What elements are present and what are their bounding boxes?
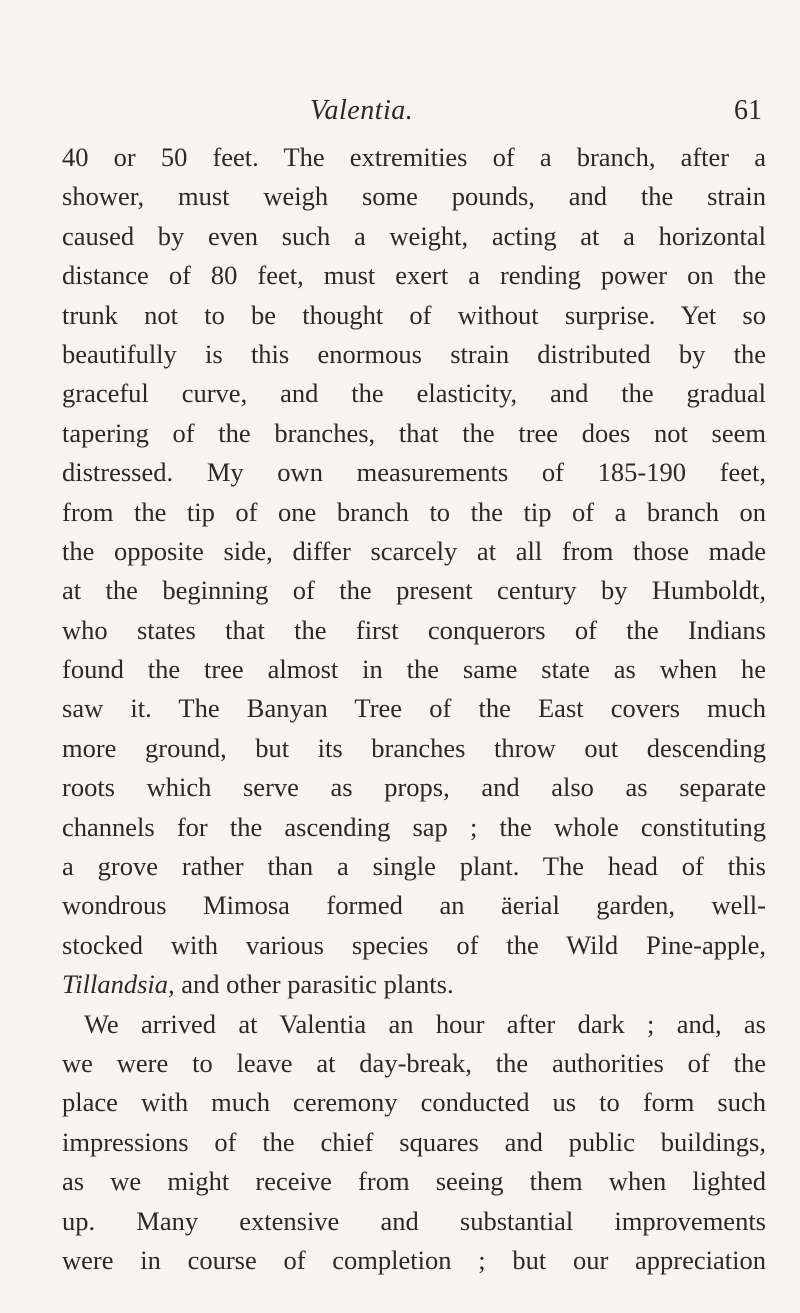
text-line: the opposite side, differ scarcely at all from those made bbox=[62, 535, 766, 566]
text-line: found the tree almost in the same state as when he bbox=[62, 654, 766, 685]
text-line: caused by even such a weight, acting at a horizontal bbox=[62, 220, 766, 251]
text-line: were in course of completion ; but our appreciation bbox=[62, 1244, 766, 1275]
text-line: trunk not to be thought of without surprise. Yet so bbox=[62, 299, 766, 330]
text-segment: and other parasitic plants. bbox=[174, 969, 454, 1000]
running-title: Valentia. bbox=[310, 95, 414, 126]
text-line: tapering of the branches, that the tree does not seem bbox=[62, 417, 766, 448]
text-line: who states that the first conquerors of the Indians bbox=[62, 614, 766, 645]
page-number: 61 bbox=[734, 95, 762, 126]
text-line: stocked with various species of the Wild Pine-apple, bbox=[62, 929, 766, 960]
text-line: graceful curve, and the elasticity, and the gradual bbox=[62, 378, 766, 409]
text-line: we were to leave at day-break, the authorities of the bbox=[62, 1047, 766, 1078]
body-text bbox=[62, 138, 766, 1280]
text-line: at the beginning of the present century by Humboldt, bbox=[62, 575, 766, 606]
text-line bbox=[62, 965, 766, 1004]
text-line: impressions of the chief squares and public buildings, bbox=[62, 1126, 766, 1157]
text-line: We arrived at Valentia an hour after dark ; and, as bbox=[84, 1008, 766, 1039]
italic-term: Tillandsia, bbox=[62, 969, 175, 1000]
text-line: up. Many extensive and substantial improvements bbox=[62, 1205, 766, 1236]
text-line: shower, must weigh some pounds, and the strain bbox=[62, 181, 766, 212]
text-line: distressed. My own measurements of 185-190 feet, bbox=[62, 457, 766, 488]
text-line: a grove rather than a single plant. The head of this bbox=[62, 851, 766, 882]
running-head bbox=[62, 95, 762, 135]
text-line: wondrous Mimosa formed an äerial garden, well- bbox=[62, 890, 766, 921]
text-line: distance of 80 feet, must exert a rending power on the bbox=[62, 260, 766, 291]
text-line: roots which serve as props, and also as separate bbox=[62, 772, 766, 803]
text-line: place with much ceremony conducted us to form such bbox=[62, 1087, 766, 1118]
text-line: saw it. The Banyan Tree of the East covers much bbox=[62, 693, 766, 724]
text-line: beautifully is this enormous strain distributed by the bbox=[62, 338, 766, 369]
text-line: from the tip of one branch to the tip of a branch on bbox=[62, 496, 766, 527]
text-line: 40 or 50 feet. The extremities of a branch, after a bbox=[62, 142, 766, 172]
text-line: channels for the ascending sap ; the whole constituting bbox=[62, 811, 766, 842]
text-line: more ground, but its branches throw out descending bbox=[62, 732, 766, 763]
text-line: as we might receive from seeing them when lighted bbox=[62, 1166, 766, 1197]
